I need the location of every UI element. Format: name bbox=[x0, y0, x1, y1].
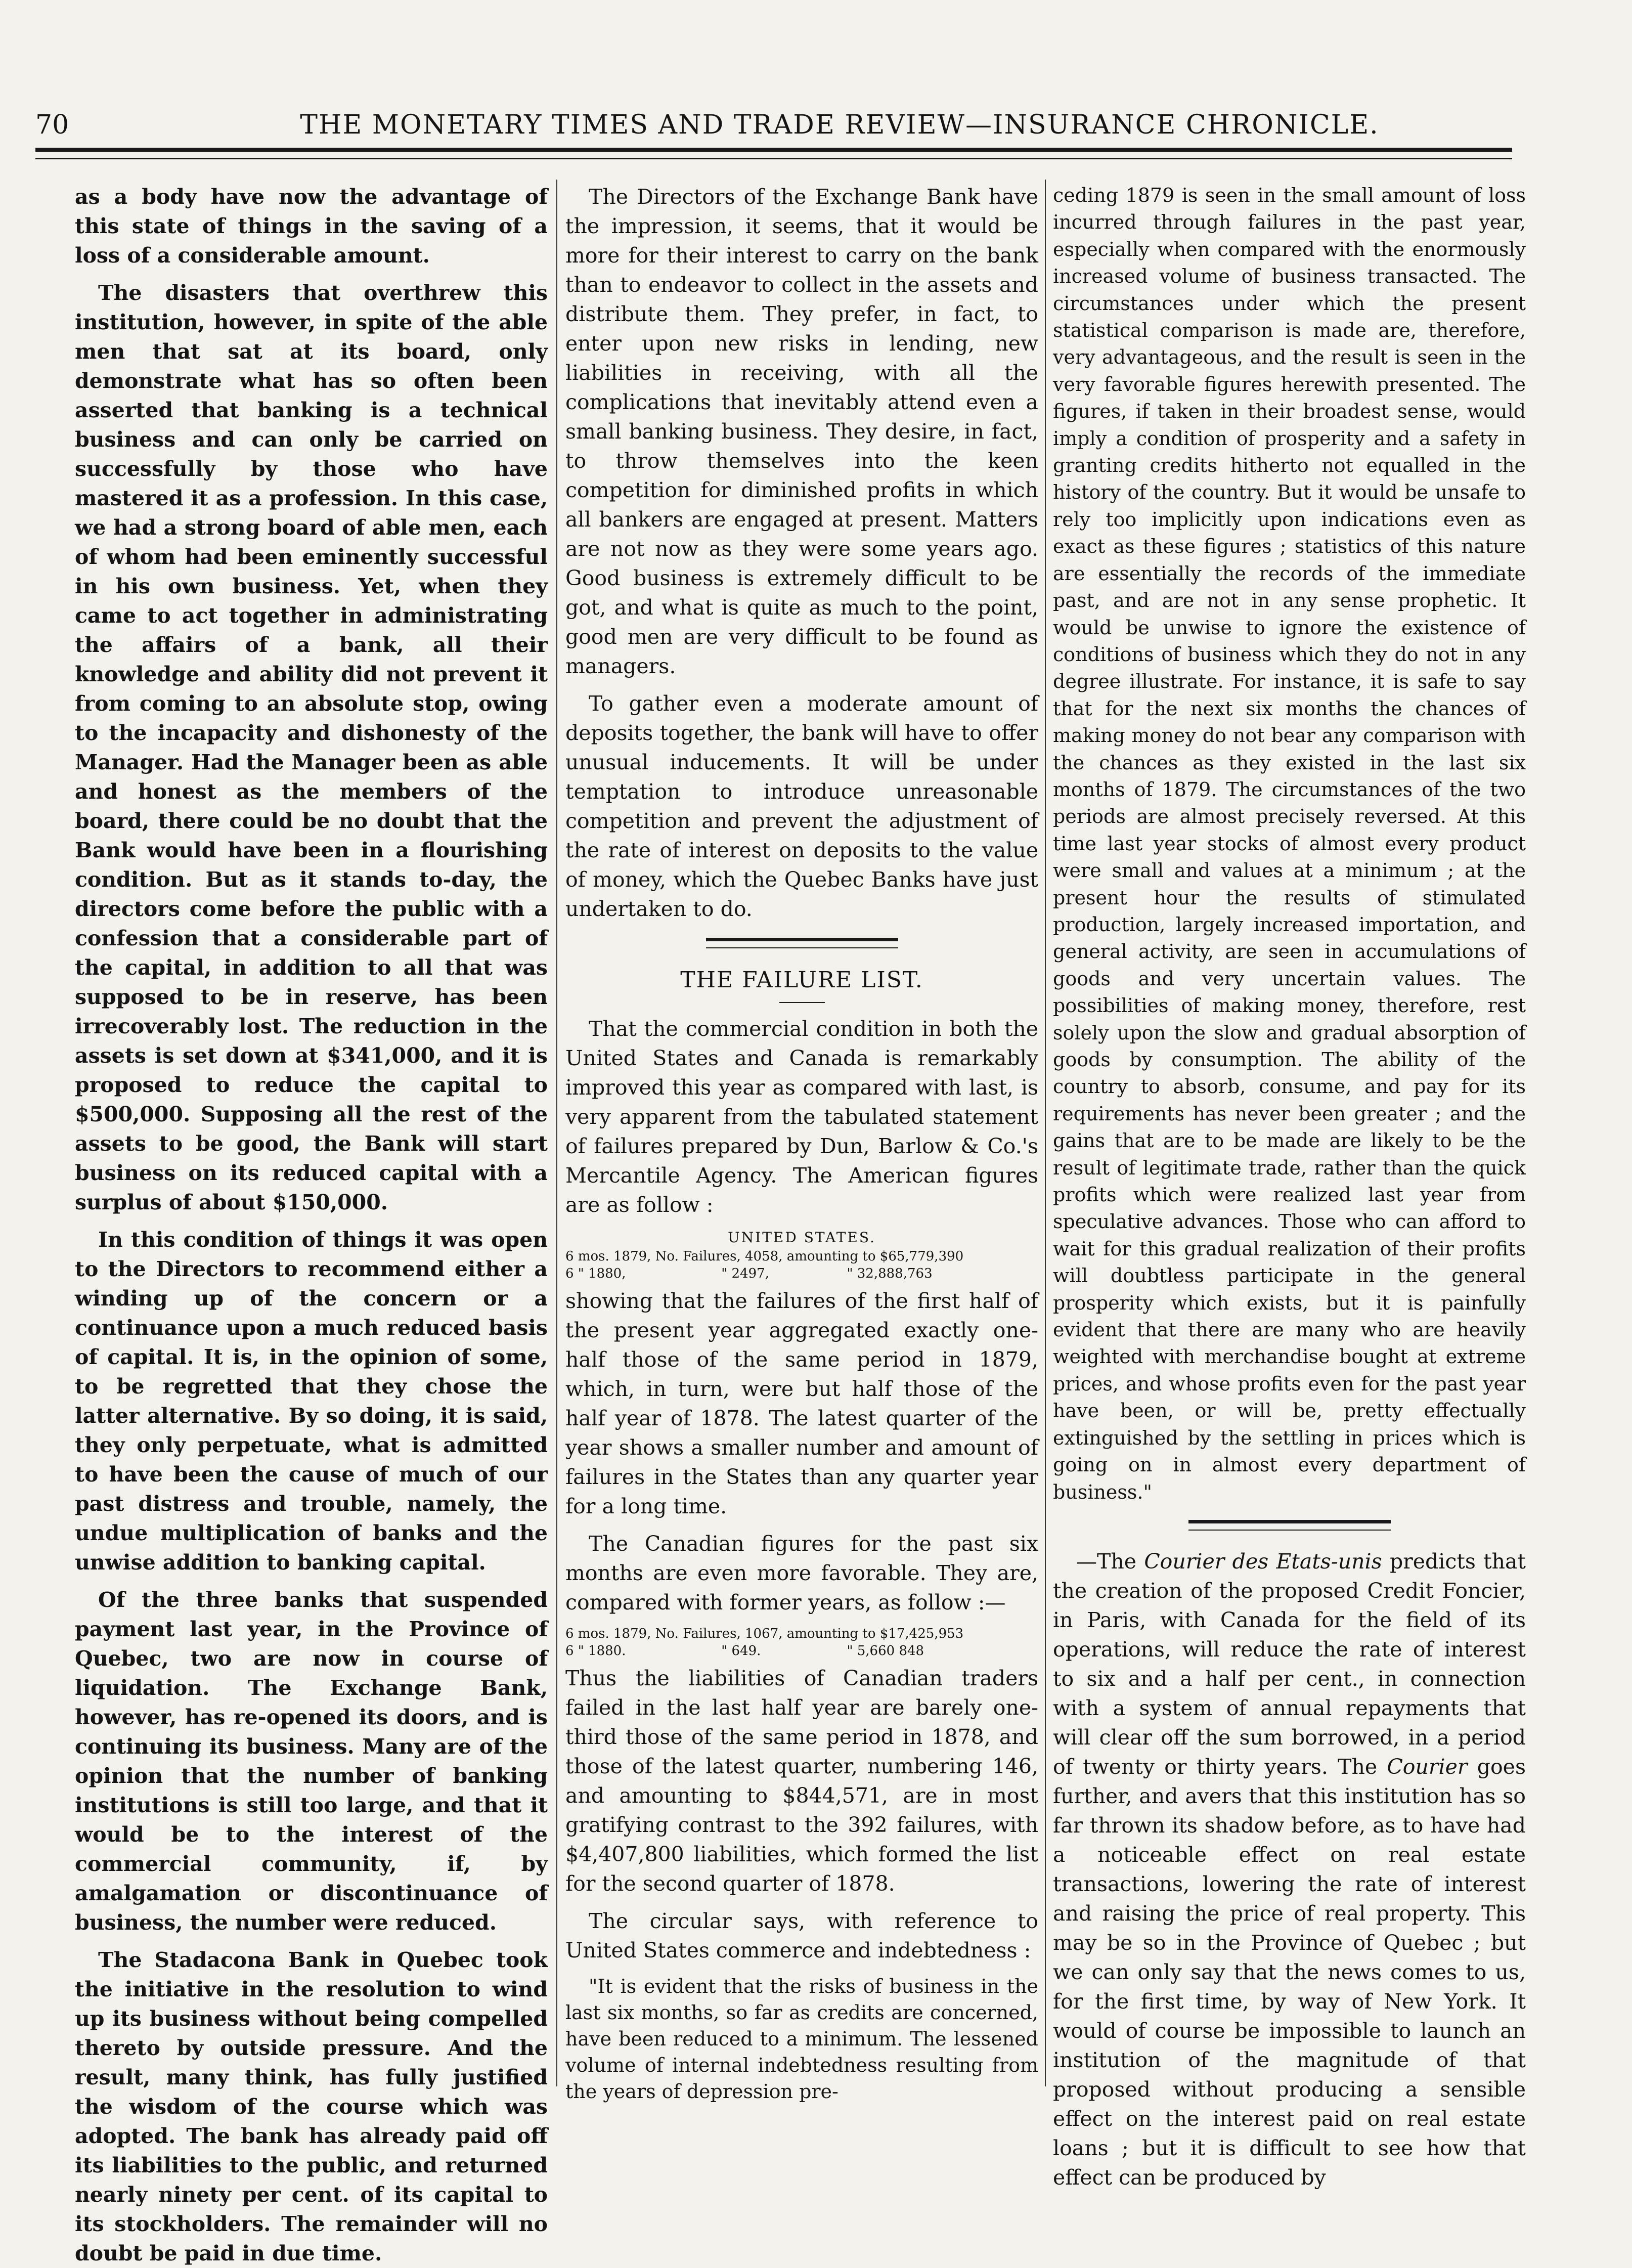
courier-text-1: predicts that the creation of the proposed Credit Foncier, in Paris, with Canada for the field of its operations, will reduce the rate of interest to six and a half per cent., in connection with a system of annual repayments that will clear off the sum borrowed, in a period of twenty or thirty years. The bbox=[1053, 1549, 1526, 1779]
courier-text-2: goes further, and avers that this institution has so far thrown its shadow before, as to have had a noticeable effect on real estate transactions, lowering the rate of interest and raising the price of real property. This may be so in the Province of Quebec ; but we can only say that the news comes to us, for the first time, by way of New York. It would of course be impossible to launch an institution of the magnitude of that proposed without producing a sensible effect on the interest paid on real estate loans ; but it is difficult to see how that effect can be produced by bbox=[1053, 1754, 1526, 2190]
title-underline bbox=[779, 1002, 825, 1003]
column-divider-2 bbox=[1045, 180, 1046, 2086]
canada-row-count: 1067, bbox=[745, 1626, 783, 1641]
canada-row bbox=[565, 1642, 1038, 1660]
section-rule bbox=[706, 938, 898, 941]
column-3 bbox=[1053, 182, 1526, 2190]
failure-list-intro: That the commercial condition in both the United States and Canada is remarkably improved this year as compared with last, is very apparent from the tabulated statement of failures prepared by Dun, Barlow & Co.'s Mercantile Agency. The American figures are as follow : bbox=[565, 1017, 1038, 1217]
section-rule-thin bbox=[1188, 1530, 1391, 1531]
canada-row bbox=[565, 1625, 1038, 1642]
col1-paragraph: as a body have now the advantage of this state of things in the saving of a loss of a considerable amount. bbox=[75, 185, 548, 268]
header-rule-thin bbox=[35, 158, 1512, 159]
header-rule bbox=[35, 148, 1512, 152]
canada-row-count: " 649. bbox=[721, 1643, 761, 1659]
courier-lead: —The bbox=[1076, 1549, 1144, 1574]
running-title: THE MONETARY TIMES AND TRADE REVIEW—INSURANCE CHRONICLE. bbox=[300, 110, 1379, 140]
page-header bbox=[35, 107, 1583, 143]
canada-row-period: 6 mos. 1879, No. Failures, bbox=[565, 1626, 741, 1641]
section-rule-thin bbox=[706, 947, 898, 948]
col1-paragraph: Of the three banks that suspended payment last year, in the Province of Quebec, two are now in course of liquidation. The Exchange Bank, however, has re-opened its doors, and is continuing its business. Many are of the opinion that the number of banking institutions is still too large, and that it would be to the interest of the commercial community, if, by amalgamation or discontinuance of business, the number were reduced. bbox=[75, 1588, 548, 1935]
canada-row-amount: amounting to $17,425,953 bbox=[786, 1626, 964, 1641]
column-divider-1 bbox=[556, 180, 557, 2086]
us-row-period: 6 mos. 1879, No. Failures, bbox=[565, 1249, 741, 1264]
canada-row-amount: " 5,660 848 bbox=[847, 1643, 924, 1659]
us-row bbox=[565, 1248, 1038, 1265]
section-rule bbox=[1188, 1520, 1391, 1523]
col2-paragraph: The Directors of the Exchange Bank have the impression, it seems, that it would be more for their interest to carry on the bank than to endeavor to collect in the assets and distribute them. They prefer, in fact, to enter upon new risks in lending, new liabilities in receiving, with all the complications that inevitably attend even a small banking business. They desire, in fact, to throw themselves into the keen competition for diminished profits in which all bankers are engaged at present. Matters are not now as they were some years ago. Good business is extremely difficult to be got, and what is quite as much to the point, good men are very difficult to be found as managers. bbox=[565, 185, 1038, 678]
canada-row-period: 6 " 1880. bbox=[565, 1643, 626, 1659]
us-row-amount: " 32,888,763 bbox=[847, 1266, 933, 1281]
us-table-title: UNITED STATES. bbox=[728, 1229, 876, 1246]
circular-quote: "It is evident that the risks of business in the last six months, so far as credits are concerned, have been reduced to a minimum. The lessened volume of internal indebtedness resulting from the years of depression pre- bbox=[565, 1975, 1038, 2103]
col1-paragraph: The Stadacona Bank in Quebec took the initiative in the resolution to wind up its business without being compelled thereto by outside pressure. And the result, many think, has fully justified the wisdom of the course which was adopted. The bank has already paid off its liabilities to the public, and returned nearly ninety per cent. of its capital to its stockholders. The remainder will no doubt be paid in due time. bbox=[75, 1948, 548, 2265]
col1-paragraph: In this condition of things it was open to the Directors to recommend either a winding up of the concern or a continuance upon a much reduced basis of capital. It is, in the opinion of some, to be regretted that they chose the latter alternative. By so doing, it is said, they only perpetuate, what is admitted to have been the cause of much of our past distress and trouble, namely, the undue multiplication of banks and the unwise addition to banking capital. bbox=[75, 1228, 548, 1575]
after-canada-text: Thus the liabilities of Canadian traders failed in the last half year are barely one-third those of the same period in 1878, and those of the latest quarter, numbering 146, and amounting to $844,571, are in most gratifying contrast to the 392 failures, with $4,407,800 liabilities, which formed the list for the second quarter of 1878. bbox=[565, 1666, 1038, 1896]
us-row-amount: amounting to $65,779,390 bbox=[786, 1249, 964, 1264]
col2-paragraph: To gather even a moderate amount of deposits together, the bank will have to offer unusual inducements. It will be under temptation to introduce unreasonable competition and prevent the adjustment of the rate of interest on deposits to the value of money, which the Quebec Banks have just undertaken to do. bbox=[565, 691, 1038, 921]
courier-paragraph bbox=[1053, 1547, 1526, 2192]
after-us-text: showing that the failures of the first half of the present year aggregated exactly one-half those of the same period in 1879, which, in turn, were but half those of the half year of 1878. The latest quarter of the year shows a smaller number and amount of failures in the States than any quarter year for a long time. bbox=[565, 1289, 1038, 1518]
us-row-count: " 2497, bbox=[721, 1266, 769, 1281]
circular-quote-continued: ceding 1879 is seen in the small amount of loss incurred through failures in the past year, especially when compared with the enormously increased volume of business transacted. The circumstances under which the present statistical comparison is made are, therefore, very advantageous, and the result is seen in the very favorable figures herewith presented. The figures, if taken in their broadest sense, would imply a condition of prosperity and a safety in granting credits hitherto not equalled in the history of the country. But it would be unsafe to rely too implicitly upon indications even as exact as these figures ; statistics of this nature are essentially the records of the immediate past, and are not in any sense prophetic. It would be unwise to ignore the existence of conditions of business which they do not in any degree illustrate. For instance, it is safe to say that for the next six months the chances of making money do not bear any comparison with the chances as they existed in the last six months of 1879. The circumstances of the two periods are almost precisely reversed. At this time last year stocks of almost every product were small and values at a minimum ; at the present hour the results of stimulated production, largely increased importation, and general activity, are seen in accumulations of goods and very uncertain values. The possibilities of making money, therefore, rest solely upon the slow and gradual absorption of goods by consumption. The ability of the country to absorb, consume, and pay for its requirements has never been greater ; and the gains that are to be made are likely to be the result of legitimate trade, rather than the quick profits which were realized last year from speculative advances. Those who can afford to wait for this gradual realization of their profits will doubtless participate in the general prosperity which exists, but it is painfully evident that there are many who are heavily weighted with merchandise bought at extreme prices, and whose profits even for the past year have been, or will be, pretty effectually extinguished by the settling in prices which is going on in almost every department of business." bbox=[1053, 184, 1526, 1503]
canada-intro: The Canadian figures for the past six months are even more favorable. They are, compared with former years, as follow :— bbox=[565, 1532, 1038, 1615]
circular-intro: The circular says, with reference to United States commerce and indebtedness : bbox=[565, 1909, 1038, 1962]
us-row bbox=[565, 1265, 1038, 1282]
page-number: 70 bbox=[35, 110, 69, 140]
column-2 bbox=[565, 182, 1038, 2103]
courier-short-name: Courier bbox=[1387, 1754, 1468, 1779]
courier-name: Courier des Etats-unis bbox=[1144, 1549, 1382, 1574]
column-1 bbox=[75, 182, 548, 2265]
us-row-period: 6 " 1880, bbox=[565, 1266, 626, 1281]
col1-paragraph: The disasters that overthrew this institution, however, in spite of the able men that sat at its board, only demonstrate what has so often been asserted that banking is a technical business and can only be carried on successfully by those who have mastered it as a profession. In this case, we had a strong board of able men, each of whom had been eminently successful in his own business. Yet, when they came to act together in administrating the affairs of a bank, all their knowledge and ability did not prevent it from coming to an absolute stop, owing to the incapacity and dishonesty of the Manager. Had the Manager been as able and honest as the members of the board, there could be no doubt that the Bank would have been in a flourishing condition. But as it stands to-day, the directors come before the public with a confession that a considerable part of the capital, in addition to all that was supposed to be in reserve, has been irrecoverably lost. The reduction in the assets is set down at $341,000, and it is proposed to reduce the capital to $500,000. Supposing all the rest of the assets to be good, the Bank will start business on its reduced capital with a surplus of about $150,000. bbox=[75, 281, 548, 1214]
section-title: THE FAILURE LIST. bbox=[680, 967, 923, 993]
us-row-count: 4058, bbox=[745, 1249, 783, 1264]
